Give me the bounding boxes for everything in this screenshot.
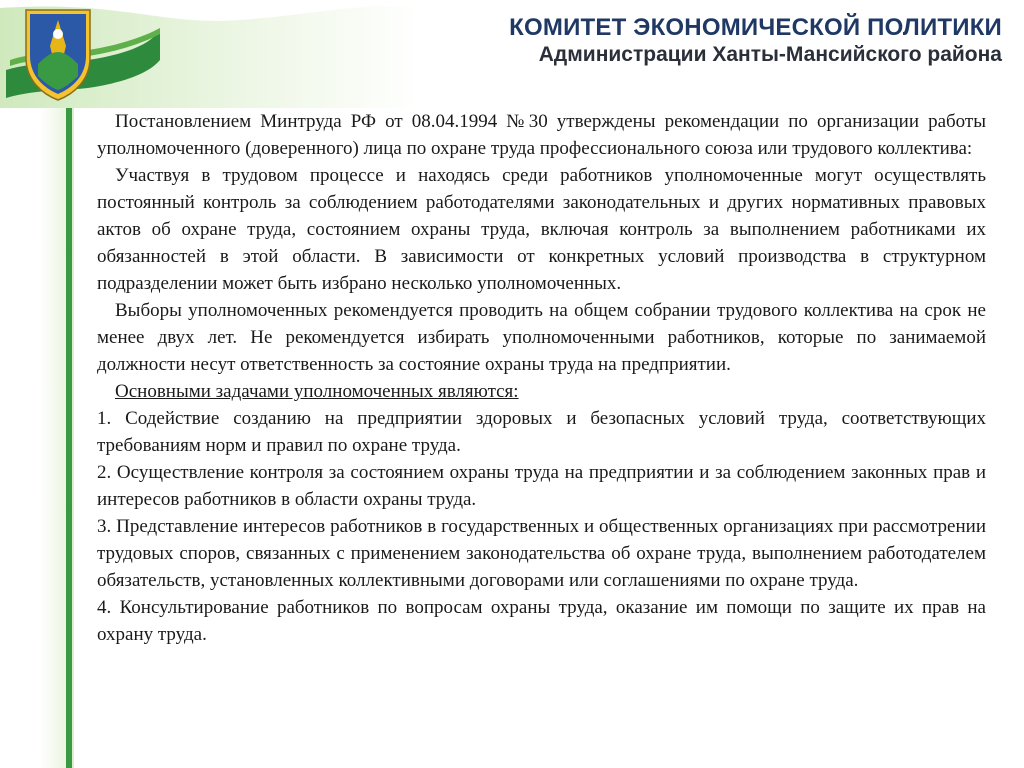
left-stripe-decoration — [0, 108, 80, 768]
tasks-heading — [97, 378, 986, 405]
title-committee: КОМИТЕТ ЭКОНОМИЧЕСКОЙ ПОЛИТИКИ — [509, 14, 1002, 41]
body-text — [97, 108, 986, 648]
header-title — [509, 14, 1002, 68]
paragraph-control: Участвуя в трудовом процессе и находясь среди работников уполномоченные могут осуществлять постоянный контроль за соблюдением работодателями законодательных и других нормативных правовых актов об охране труда, состоянием охраны труда, включая контроль за выполнением работниками их обязанностей в этой области. В зависимости от конкретных условий производства в структурном подразделении может быть избрано несколько уполномоченных. — [97, 165, 986, 294]
paragraph-decree: Постановлением Минтруда РФ от 08.04.1994 №30 утверждены рекомендации по организации работы уполномоченного (доверенного) лица по охране труда профессионального союза или трудового коллектива: — [97, 111, 986, 159]
title-administration: Администрации Ханты-Мансийского района — [538, 43, 1002, 66]
task-item-3: 3. Представление интересов работников в государственных и общественных организациях при рассмотрении трудовых споров, связанных с применением законодательства об охране труда, выполнением работодателем обязательств, установленных коллективными договорами или соглашениями по охране труда. — [97, 516, 986, 591]
task-item-4: 4. Консультирование работников по вопросам охраны труда, оказание им помощи по защите их прав на охрану труда. — [97, 597, 986, 645]
district-coat-of-arms-icon — [22, 6, 94, 102]
task-item-2: 2. Осуществление контроля за состоянием охраны труда на предприятии и за соблюдением законных прав и интересов работников в области охраны труда. — [97, 462, 986, 510]
task-item-1: 1. Содействие созданию на предприятии здоровых и безопасных условий труда, соответствующих требованиям норм и правил по охране труда. — [97, 408, 986, 456]
tasks-heading-text: Основными задачами уполномоченных являются: — [115, 381, 519, 402]
paragraph-elections: Выборы уполномоченных рекомендуется проводить на общем собрании трудового коллектива на срок не менее двух лет. Не рекомендуется избирать уполномоченными работников, которые по занимаемой должности несут ответственность за состояние охраны труда на предприятии. — [97, 300, 986, 375]
